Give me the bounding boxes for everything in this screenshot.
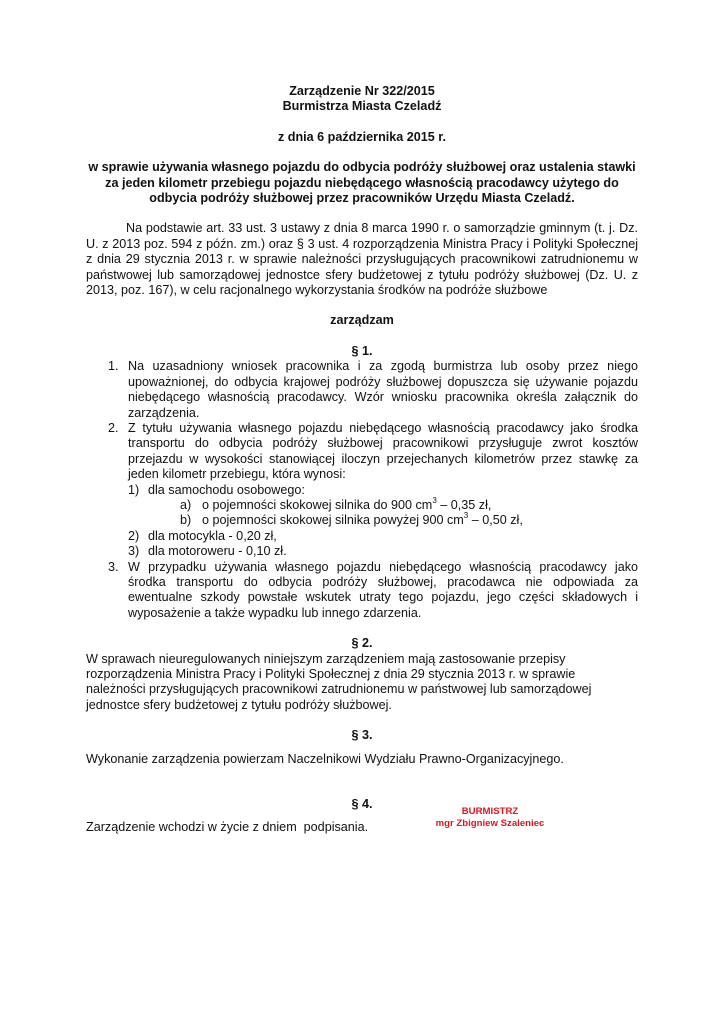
section-1-heading: § 1.	[351, 343, 373, 358]
decree-date: z dnia 6 października 2015 r.	[278, 129, 446, 144]
decree-number: Zarządzenie Nr 322/2015	[289, 84, 435, 98]
legal-basis: Na podstawie art. 33 ust. 3 ustawy z dnia 8 marca 1990 r. o samorządzie gminnym (t. j. Dz. U. z 2013 poz. 594 z późn. zm.) oraz § 3 ust. 4 rozporządzenia Ministra Pracy i Polityki Społecznej z dnia 29 stycznia 2013 r. w sprawie należności przysługujących pracownikowi zatrudnionemu w państwowej lub samorządowej jednostce sfery budżetowej z tytułu podróży służbowej (Dz. U. z 2013, poz. 167), w celu racjonalnego wykorzystania środków na podróże służbowe	[86, 221, 638, 298]
item-number: 2.	[108, 420, 119, 435]
sub-item-number: 3)	[128, 544, 140, 559]
sub-item	[128, 544, 638, 559]
decree-subject: w sprawie używania własnego pojazdu do odbycia podróży służbowej oraz ustalenia stawki za jeden kilometr przebiegu pojazdu niebędącego własnością pracodawcy użytego do odbycia podróży służbowej przez pracowników Urzędu Miasta Czeladź.	[88, 160, 636, 206]
sub-sub-item-text: o pojemności skokowej silnika powyżej 900 cm	[202, 513, 464, 528]
document-page	[86, 84, 638, 836]
sub-sub-item	[86, 495, 638, 513]
signature-role: BURMISTRZ	[461, 806, 519, 817]
sub-item	[128, 529, 638, 544]
sub-sub-item-text: o pojemności skokowej silnika do 900 cm	[202, 497, 433, 512]
section-4-text: Zarządzenie wchodzi w życie z dniem podpisania.	[86, 820, 369, 835]
sub-item	[128, 483, 638, 498]
issuer-title: Burmistrza Miasta Czeladź	[282, 99, 442, 114]
superscript: 3	[463, 511, 469, 521]
section-3-text: Wykonanie zarządzenia powierzam Naczelnikowi Wydziału Prawno-Organizacyjnego.	[86, 751, 564, 766]
sub-sub-item-number: b)	[180, 513, 192, 528]
item-text: Na uzasadniony wniosek pracownika i za zgodą burmistrza lub osoby przez niego upoważnionej, do odbycia krajowej podróży służbowej dopuszcza się używanie pojazdu niebędącego własnością pracodawcy. Wzór wniosku pracownika określa załącznik do zarządzenia.	[128, 359, 638, 420]
sub-sub-item-number: a)	[180, 497, 192, 512]
section-3-heading: § 3.	[351, 728, 373, 743]
section-2-text: W sprawach nieuregulowanych niniejszym zarządzeniem mają zastosowanie przepisy rozporządzenia Ministra Pracy i Polityki Społecznej z dnia 29 stycznia 2013 r. w sprawie należności przysługujących pracownikowi zatrudnionemu w państwowej lub samorządowej jednostce sfery budżetowej z tytułu podróży służbowej.	[86, 651, 592, 712]
item-number: 1.	[108, 359, 119, 374]
decree-word: zarządzam	[330, 313, 394, 328]
signature-block	[420, 806, 560, 831]
list-item	[86, 560, 638, 622]
sub-item-number: 1)	[128, 482, 140, 497]
item-number: 3.	[108, 559, 119, 574]
sub-item-number: 2)	[128, 528, 140, 543]
sub-sub-item	[86, 513, 638, 528]
sub-item-text: dla motoroweru - 0,10 zł.	[148, 544, 287, 559]
sub-sub-item-rate: – 0,35 zł,	[436, 497, 492, 512]
item-text: Z tytułu używania własnego pojazdu niebędącego własnością pracodawcy jako środka transportu do odbycia podróży służbowej pracownikowi przysługuje zwrot kosztów przejazdu w wysokości stanowiącej iloczyn przejechanych kilometrów przez stawkę za jeden kilometr przebiegu, która wynosi:	[128, 420, 638, 482]
section-2-heading: § 2.	[351, 636, 373, 651]
superscript: 3	[432, 495, 437, 505]
sub-item-text: dla motocykla - 0,20 zł,	[148, 528, 277, 543]
signature-name: mgr Zbigniew Szaleniec	[435, 818, 545, 830]
sub-item-text: dla samochodu osobowego:	[148, 482, 305, 497]
list-item	[86, 421, 638, 560]
section-1-list	[86, 359, 638, 621]
sub-sub-item-rate: – 0,50 zł,	[468, 513, 523, 528]
section-4-heading: § 4.	[351, 797, 373, 812]
item-text: W przypadku używania własnego pojazdu niebędącego własnością pracodawcy jako środka transportu do odbycia podróży służbowej, pracodawca nie odpowiada za ewentualne szkody powstałe wskutek utraty tego pojazdu, jego części składowych i wyposażenie a także wypadku lub innego zdarzenia.	[128, 559, 638, 620]
list-item	[86, 359, 638, 421]
